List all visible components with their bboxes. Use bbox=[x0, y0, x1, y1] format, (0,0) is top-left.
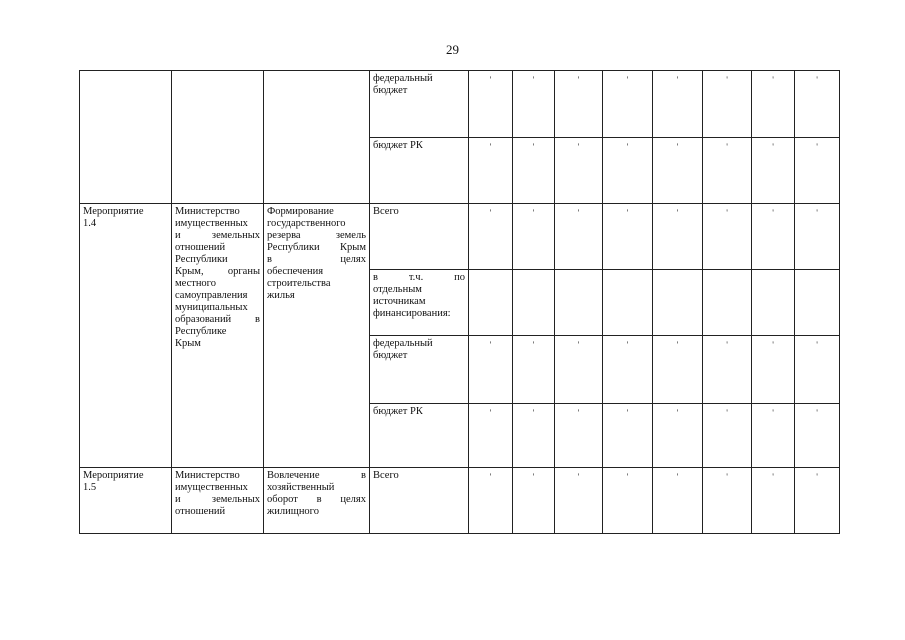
dash-mark: ' bbox=[816, 408, 818, 418]
table-row bbox=[80, 204, 840, 270]
executor-cell-line: Министерство bbox=[175, 206, 240, 217]
executor-cell-line: отношений bbox=[175, 506, 226, 517]
source-cell-line: бюджет bbox=[373, 350, 408, 361]
value-cell bbox=[513, 138, 555, 204]
executor-cell-line: Республике bbox=[175, 326, 227, 337]
value-cell bbox=[555, 204, 603, 270]
value-cell bbox=[795, 138, 840, 204]
source-cell-line: Всего bbox=[373, 206, 399, 217]
executor-cell bbox=[172, 204, 264, 468]
dash-mark: ' bbox=[489, 208, 492, 218]
value-cell bbox=[603, 138, 653, 204]
value-cell bbox=[513, 468, 555, 534]
dash-mark: ' bbox=[816, 75, 818, 85]
value-cell bbox=[469, 138, 513, 204]
value-cell bbox=[653, 404, 703, 468]
value-cell bbox=[513, 404, 555, 468]
value-cell bbox=[513, 71, 555, 138]
dash-mark: ' bbox=[577, 340, 580, 350]
dash-mark: ' bbox=[726, 408, 728, 418]
executor-cell-line: Республики bbox=[175, 254, 228, 265]
value-cell bbox=[703, 138, 752, 204]
dash-mark: ' bbox=[577, 408, 580, 418]
dash-mark: ' bbox=[577, 75, 580, 85]
dash-mark: ' bbox=[676, 142, 679, 152]
dash-mark: ' bbox=[676, 208, 679, 218]
source-cell-line: федеральный bbox=[373, 73, 433, 84]
dash-mark: ' bbox=[676, 75, 679, 85]
description-cell-line: в целях bbox=[267, 254, 366, 265]
dash-mark: ' bbox=[626, 408, 629, 418]
value-cell bbox=[752, 71, 795, 138]
value-cell bbox=[555, 71, 603, 138]
value-cell bbox=[795, 270, 840, 336]
dash-mark: ' bbox=[577, 472, 580, 482]
description-cell-line: жилищного bbox=[267, 506, 319, 517]
source-cell-line: источникам bbox=[373, 296, 426, 307]
dash-mark: ' bbox=[726, 472, 728, 482]
source-cell bbox=[370, 404, 469, 468]
value-cell bbox=[752, 468, 795, 534]
executor-cell-line: муниципальных bbox=[175, 302, 248, 313]
budget-table bbox=[79, 70, 840, 534]
executor-cell-line: Крым, органы bbox=[175, 266, 260, 277]
value-cell bbox=[752, 336, 795, 404]
description-cell-line: жилья bbox=[267, 290, 295, 301]
value-cell bbox=[795, 404, 840, 468]
value-cell bbox=[469, 404, 513, 468]
description-cell-line: строительства bbox=[267, 278, 331, 289]
dash-mark: ' bbox=[532, 472, 535, 482]
source-cell-line: бюджет РК bbox=[373, 140, 423, 151]
source-cell-line: финансирования: bbox=[373, 308, 451, 319]
executor-cell bbox=[172, 71, 264, 204]
value-cell bbox=[703, 204, 752, 270]
executor-cell bbox=[172, 468, 264, 534]
value-cell bbox=[469, 468, 513, 534]
dash-mark: ' bbox=[626, 75, 629, 85]
dash-mark: ' bbox=[772, 208, 774, 218]
value-cell bbox=[795, 468, 840, 534]
event-cell bbox=[80, 204, 172, 468]
dash-mark: ' bbox=[489, 340, 492, 350]
value-cell bbox=[603, 468, 653, 534]
source-cell-line: отдельным bbox=[373, 284, 422, 295]
value-cell bbox=[469, 204, 513, 270]
executor-cell-line: отношений bbox=[175, 242, 226, 253]
value-cell bbox=[513, 336, 555, 404]
source-cell-line: бюджет РК bbox=[373, 406, 423, 417]
value-cell bbox=[703, 336, 752, 404]
source-cell-line: бюджет bbox=[373, 85, 408, 96]
source-cell-line: Всего bbox=[373, 470, 399, 481]
value-cell bbox=[703, 468, 752, 534]
value-cell bbox=[513, 204, 555, 270]
value-cell bbox=[752, 204, 795, 270]
dash-mark: ' bbox=[532, 208, 535, 218]
dash-mark: ' bbox=[676, 340, 679, 350]
value-cell bbox=[795, 71, 840, 138]
executor-cell-line: Министерство bbox=[175, 470, 240, 481]
source-cell-line: в т.ч. по bbox=[373, 272, 465, 283]
value-cell bbox=[703, 270, 752, 336]
value-cell bbox=[653, 204, 703, 270]
value-cell bbox=[603, 404, 653, 468]
dash-mark: ' bbox=[772, 472, 774, 482]
source-cell-line: федеральный bbox=[373, 338, 433, 349]
description-cell bbox=[264, 204, 370, 468]
description-cell-line: оборот в целях bbox=[267, 494, 366, 505]
dash-mark: ' bbox=[532, 142, 535, 152]
dash-mark: ' bbox=[772, 408, 774, 418]
executor-cell-line: Крым bbox=[175, 338, 201, 349]
value-cell bbox=[555, 138, 603, 204]
value-cell bbox=[469, 336, 513, 404]
value-cell bbox=[752, 138, 795, 204]
description-cell-line: обеспечения bbox=[267, 266, 324, 277]
source-cell bbox=[370, 270, 469, 336]
executor-cell-line: и земельных bbox=[175, 494, 260, 505]
value-cell bbox=[752, 404, 795, 468]
value-cell bbox=[555, 468, 603, 534]
dash-mark: ' bbox=[489, 472, 492, 482]
dash-mark: ' bbox=[816, 208, 818, 218]
value-cell bbox=[795, 204, 840, 270]
description-cell-line: государственного bbox=[267, 218, 346, 229]
value-cell bbox=[653, 270, 703, 336]
dash-mark: ' bbox=[726, 75, 728, 85]
dash-mark: ' bbox=[489, 75, 492, 85]
event-cell-line: 1.4 bbox=[83, 218, 97, 229]
dash-mark: ' bbox=[532, 75, 535, 85]
executor-cell-line: имущественных bbox=[175, 218, 248, 229]
dash-mark: ' bbox=[532, 408, 535, 418]
value-cell bbox=[555, 336, 603, 404]
event-cell-line: 1.5 bbox=[83, 482, 97, 493]
source-cell bbox=[370, 204, 469, 270]
dash-mark: ' bbox=[816, 472, 818, 482]
value-cell bbox=[795, 336, 840, 404]
value-cell bbox=[603, 336, 653, 404]
description-cell-line: Республики Крым bbox=[267, 242, 366, 253]
value-cell bbox=[653, 468, 703, 534]
dash-mark: ' bbox=[772, 75, 774, 85]
value-cell bbox=[603, 270, 653, 336]
dash-mark: ' bbox=[626, 208, 629, 218]
value-cell bbox=[603, 204, 653, 270]
dash-mark: ' bbox=[626, 472, 629, 482]
description-cell bbox=[264, 468, 370, 534]
source-cell bbox=[370, 468, 469, 534]
dash-mark: ' bbox=[489, 408, 492, 418]
table-row bbox=[80, 468, 840, 534]
dash-mark: ' bbox=[816, 142, 818, 152]
executor-cell-line: и земельных bbox=[175, 230, 260, 241]
dash-mark: ' bbox=[532, 340, 535, 350]
description-cell-line: хозяйственный bbox=[267, 482, 335, 493]
value-cell bbox=[555, 404, 603, 468]
dash-mark: ' bbox=[626, 142, 629, 152]
value-cell bbox=[469, 71, 513, 138]
dash-mark: ' bbox=[726, 142, 728, 152]
dash-mark: ' bbox=[772, 142, 774, 152]
dash-mark: ' bbox=[816, 340, 818, 350]
description-cell-line: Вовлечение в bbox=[267, 470, 366, 481]
dash-mark: ' bbox=[726, 340, 728, 350]
dash-mark: ' bbox=[772, 340, 774, 350]
source-cell bbox=[370, 138, 469, 204]
value-cell bbox=[653, 138, 703, 204]
description-cell-line: Формирование bbox=[267, 206, 334, 217]
value-cell bbox=[513, 270, 555, 336]
dash-mark: ' bbox=[676, 408, 679, 418]
value-cell bbox=[653, 336, 703, 404]
dash-mark: ' bbox=[626, 340, 629, 350]
event-cell bbox=[80, 468, 172, 534]
executor-cell-line: имущественных bbox=[175, 482, 248, 493]
source-cell bbox=[370, 71, 469, 138]
event-cell-line: Мероприятие bbox=[83, 206, 144, 217]
dash-mark: ' bbox=[577, 142, 580, 152]
dash-mark: ' bbox=[726, 208, 728, 218]
event-cell bbox=[80, 71, 172, 204]
description-cell-line: резерва земель bbox=[267, 230, 366, 241]
dash-mark: ' bbox=[489, 142, 492, 152]
value-cell bbox=[653, 71, 703, 138]
value-cell bbox=[555, 270, 603, 336]
dash-mark: ' bbox=[676, 472, 679, 482]
dash-mark: ' bbox=[577, 208, 580, 218]
executor-cell-line: самоуправления bbox=[175, 290, 248, 301]
executor-cell-line: местного bbox=[175, 278, 216, 289]
source-cell bbox=[370, 336, 469, 404]
event-cell-line: Мероприятие bbox=[83, 470, 144, 481]
page-number: 29 bbox=[446, 42, 459, 57]
value-cell bbox=[469, 270, 513, 336]
value-cell bbox=[603, 71, 653, 138]
description-cell bbox=[264, 71, 370, 204]
value-cell bbox=[752, 270, 795, 336]
value-cell bbox=[703, 71, 752, 138]
executor-cell-line: образований в bbox=[175, 314, 260, 325]
value-cell bbox=[703, 404, 752, 468]
